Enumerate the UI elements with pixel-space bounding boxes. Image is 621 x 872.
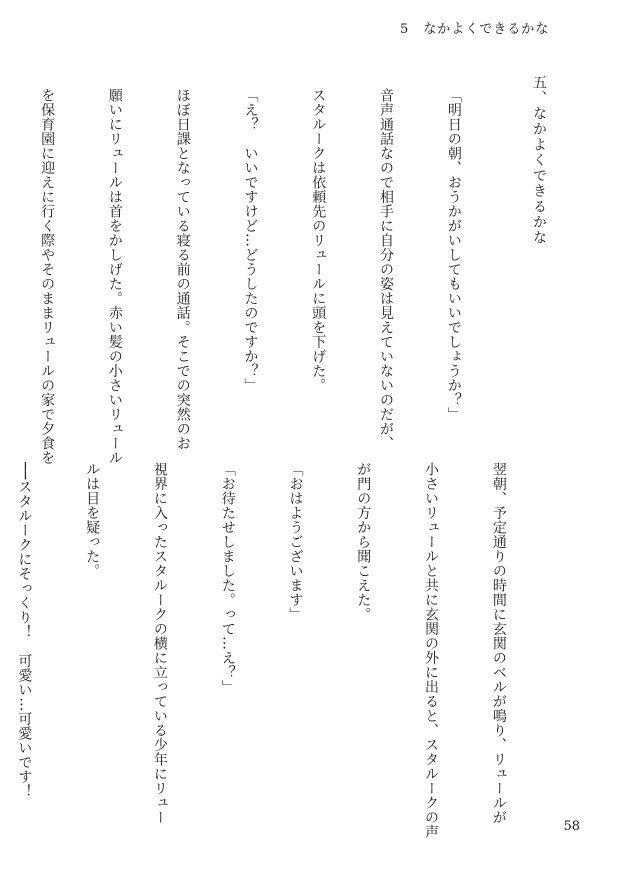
text-line: 「明日の朝、おうかがいしてもいいでしょうか？」 [445, 88, 462, 422]
text-line: ──スタルークにそっくり！ 可愛い…可愛いです！ [16, 462, 33, 799]
text-line: を保育園に迎えに行く際やそのままリュールの家で夕食を [39, 88, 56, 465]
text-line: 「おはようございます」 [287, 462, 304, 622]
text-line: 願いにリュールは首をかしげた。赤い髪の小さいリュール [106, 88, 123, 465]
text-line: ルは目を疑った。 [84, 462, 101, 578]
upper-text-column [39, 88, 510, 465]
text-line: 「え？ いいですけど…どうしたのですか？」 [242, 88, 259, 393]
lower-text-column [16, 462, 555, 839]
text-line: 「お待たせしました。って…え？」 [219, 462, 236, 694]
text-line: が門の方から聞こえた。 [355, 462, 372, 622]
text-line: 小さいリュールと共に玄関の外に出ると、スタルークの声 [423, 462, 440, 839]
text-line: スタルークは依頼先のリュールに頭を下げた。 [310, 88, 327, 393]
running-head: 5 なかよくできるかな [400, 22, 550, 37]
text-line: ほぼ日課となっている寝る前の通話。そこでの突然のお [174, 88, 191, 451]
page-number: 58 [563, 819, 580, 834]
text-line: 翌朝、予定通りの時間に玄関のベルが鳴り、リュールが [490, 462, 507, 825]
chapter-heading: 五、なかよくできるかな [531, 75, 547, 246]
text-line: 音声通話なので相手に自分の姿は見えていないのだが、 [378, 88, 395, 451]
text-line: 視界に入ったスタルークの横に立っている少年にリュー [151, 462, 168, 825]
